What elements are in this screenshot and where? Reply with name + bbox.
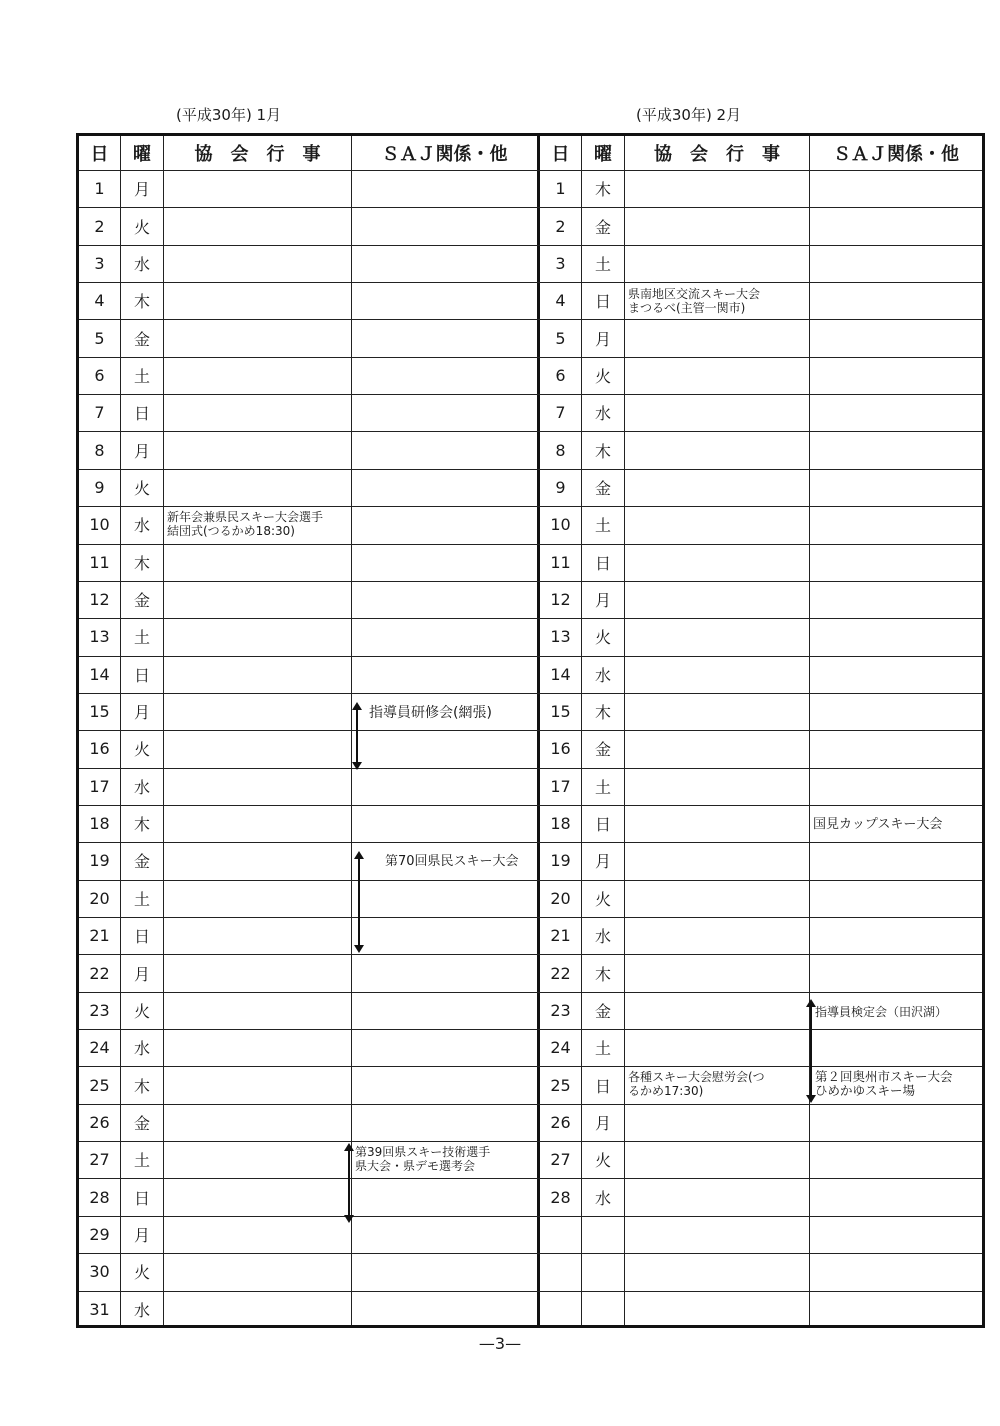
- jan-day-cell: 1: [94, 179, 105, 199]
- feb-weekday-cell: 土: [594, 254, 611, 274]
- feb-weekday-cell: 木: [594, 964, 611, 984]
- jan-weekday-cell: 火: [133, 1001, 150, 1021]
- jan27-28-range-arrow: [344, 1143, 354, 1223]
- jan-weekday-cell: 日: [133, 665, 150, 685]
- jan-day-cell: 26: [89, 1112, 110, 1132]
- feb-weekday-cell: 月: [594, 1113, 611, 1133]
- jan-day-cell: 11: [89, 552, 110, 572]
- feb-weekday-cell: 金: [594, 1001, 611, 1021]
- jan-day-cell: 6: [94, 365, 105, 385]
- jan-day-cell: 17: [89, 776, 110, 796]
- feb-day-cell: 18: [550, 814, 571, 834]
- jan-weekday-cell: 木: [133, 553, 150, 573]
- jan-day-cell: 9: [94, 477, 105, 497]
- feb-day-cell: 7: [555, 403, 566, 423]
- jan-day-cell: 30: [89, 1262, 110, 1282]
- feb-weekday-cell: 火: [594, 1151, 611, 1171]
- jan10-kyokai-event: 新年会兼県民スキー大会選手 結団式(つるかめ18:30): [167, 510, 324, 538]
- feb-day-cell: 1: [555, 179, 566, 199]
- header-day-feb: 日: [551, 144, 570, 165]
- jan27-saj-event: 第39回県スキー技術選手 県大会・県デモ選考会: [355, 1145, 491, 1173]
- feb18-saj-event: 国見カップスキー大会: [813, 817, 943, 832]
- jan-day-cell: 18: [89, 814, 110, 834]
- jan-day-cell: 15: [89, 702, 110, 722]
- feb-weekday-cell: 金: [594, 740, 611, 760]
- feb-weekday-cell: 水: [594, 665, 611, 685]
- jan-day-cell: 8: [94, 440, 105, 460]
- jan-weekday-cell: 火: [133, 478, 150, 498]
- jan-weekday-cell: 金: [133, 1113, 150, 1133]
- jan-day-cell: 13: [89, 627, 110, 647]
- feb-weekday-cell: 土: [594, 516, 611, 536]
- jan-weekday-cell: 木: [133, 1076, 150, 1096]
- jan-day-cell: 25: [89, 1075, 110, 1095]
- feb-day-cell: 23: [550, 1000, 571, 1020]
- header-day-jan: 日: [90, 144, 109, 165]
- feb-day-cell: 11: [550, 552, 571, 572]
- jan19-saj-event: 第70回県民スキー大会: [385, 854, 519, 869]
- jan-weekday-cell: 金: [133, 591, 150, 611]
- feb-weekday-cell: 火: [594, 889, 611, 909]
- feb-weekday-cell: 火: [594, 366, 611, 386]
- feb-weekday-cell: 水: [594, 1188, 611, 1208]
- feb-weekday-cell: 水: [594, 404, 611, 424]
- feb-day-cell: 13: [550, 627, 571, 647]
- feb-weekday-cell: 木: [594, 180, 611, 200]
- feb-weekday-cell: 月: [594, 852, 611, 872]
- header-weekday-jan: 曜: [133, 144, 151, 165]
- jan-day-cell: 10: [89, 515, 110, 535]
- jan-weekday-cell: 金: [133, 329, 150, 349]
- jan-day-cell: 29: [89, 1224, 110, 1244]
- jan-weekday-cell: 月: [133, 703, 150, 723]
- jan-day-cell: 24: [89, 1038, 110, 1058]
- header-weekday-feb: 曜: [594, 144, 612, 165]
- feb-weekday-cell: 金: [594, 217, 611, 237]
- feb-day-cell: 16: [550, 739, 571, 759]
- feb-day-cell: 27: [550, 1150, 571, 1170]
- jan15-saj-event: 指導員研修会(網張): [369, 705, 492, 721]
- feb-day-cell: 21: [550, 926, 571, 946]
- header-events-feb: 協 会 行 事: [654, 144, 780, 165]
- february-caption: (平成30年) 2月: [636, 106, 742, 124]
- jan-day-cell: 28: [89, 1187, 110, 1207]
- feb-day-cell: 25: [550, 1075, 571, 1095]
- jan-day-cell: 16: [89, 739, 110, 759]
- feb-day-cell: 3: [555, 253, 566, 273]
- jan-weekday-cell: 木: [133, 815, 150, 835]
- feb-day-cell: 22: [550, 963, 571, 983]
- feb-day-cell: 12: [550, 590, 571, 610]
- jan-weekday-cell: 水: [133, 254, 150, 274]
- header-saj-feb: ＳＡＪ関係・他: [833, 144, 959, 165]
- feb-weekday-cell: 日: [594, 815, 611, 835]
- jan-day-cell: 5: [94, 328, 105, 348]
- jan-weekday-cell: 火: [133, 217, 150, 237]
- jan-weekday-cell: 日: [133, 927, 150, 947]
- jan-weekday-cell: 土: [133, 628, 150, 648]
- jan-day-cell: 4: [94, 291, 105, 311]
- jan-weekday-cell: 日: [133, 1188, 150, 1208]
- jan-weekday-cell: 木: [133, 292, 150, 312]
- feb-day-cell: 26: [550, 1112, 571, 1132]
- feb-weekday-cell: 日: [594, 1076, 611, 1096]
- feb-weekday-cell: 月: [594, 329, 611, 349]
- feb-day-cell: 14: [550, 664, 571, 684]
- feb-weekday-cell: 日: [594, 553, 611, 573]
- jan-day-cell: 19: [89, 851, 110, 871]
- jan-weekday-cell: 土: [133, 366, 150, 386]
- jan-weekday-cell: 水: [133, 1300, 150, 1320]
- feb-weekday-cell: 日: [594, 292, 611, 312]
- jan-weekday-cell: 金: [133, 852, 150, 872]
- feb-day-cell: 2: [555, 216, 566, 236]
- feb-weekday-cell: 金: [594, 478, 611, 498]
- jan-weekday-cell: 水: [133, 1039, 150, 1059]
- jan-day-cell: 3: [94, 253, 105, 273]
- jan19-21-range-arrow: [354, 851, 364, 953]
- feb-day-cell: 17: [550, 776, 571, 796]
- jan-day-cell: 2: [94, 216, 105, 236]
- feb-weekday-cell: 火: [594, 628, 611, 648]
- header-saj-jan: ＳＡＪ関係・他: [381, 144, 508, 165]
- feb-weekday-cell: 水: [594, 927, 611, 947]
- jan-day-cell: 23: [89, 1000, 110, 1020]
- feb-day-cell: 5: [555, 328, 566, 348]
- jan-weekday-cell: 月: [133, 441, 150, 461]
- jan-day-cell: 12: [89, 590, 110, 610]
- jan-weekday-cell: 土: [133, 1151, 150, 1171]
- feb23-25-range-arrow: [806, 999, 816, 1103]
- jan15-16-range-arrow: [352, 702, 362, 770]
- feb-day-cell: 6: [555, 365, 566, 385]
- jan-weekday-cell: 火: [133, 740, 150, 760]
- feb-day-cell: 15: [550, 702, 571, 722]
- jan-day-cell: 14: [89, 664, 110, 684]
- header-events-jan: 協 会 行 事: [194, 144, 321, 165]
- january-caption: (平成30年) 1月: [176, 106, 282, 124]
- jan-weekday-cell: 月: [133, 964, 150, 984]
- feb-day-cell: 8: [555, 440, 566, 460]
- feb-day-cell: 24: [550, 1038, 571, 1058]
- feb-weekday-cell: 月: [594, 591, 611, 611]
- jan-day-cell: 22: [89, 963, 110, 983]
- feb23-saj-event: 指導員検定会（田沢湖）: [815, 1005, 948, 1019]
- jan-weekday-cell: 水: [133, 777, 150, 797]
- feb-day-cell: 28: [550, 1187, 571, 1207]
- jan-weekday-cell: 土: [133, 889, 150, 909]
- feb25-saj-event: 第２回奥州市スキー大会 ひめかゆスキー場: [815, 1069, 953, 1098]
- feb-weekday-cell: 木: [594, 441, 611, 461]
- jan-weekday-cell: 火: [133, 1263, 150, 1283]
- jan-day-cell: 20: [89, 888, 110, 908]
- jan-day-cell: 27: [89, 1150, 110, 1170]
- jan-weekday-cell: 水: [133, 516, 150, 536]
- feb-day-cell: 20: [550, 888, 571, 908]
- feb-weekday-cell: 土: [594, 1039, 611, 1059]
- jan-weekday-cell: 月: [133, 180, 150, 200]
- calendar-table: [76, 133, 985, 1328]
- feb-day-cell: 9: [555, 477, 566, 497]
- feb-weekday-cell: 木: [594, 703, 611, 723]
- jan-day-cell: 21: [89, 926, 110, 946]
- feb25-kyokai-event: 各種スキー大会慰労会(つ るかめ17:30): [628, 1070, 765, 1098]
- feb-day-cell: 19: [550, 851, 571, 871]
- feb4-kyokai-event: 県南地区交流スキー大会 まつるべ(主管一関市): [628, 287, 761, 315]
- feb-weekday-cell: 土: [594, 777, 611, 797]
- jan-day-cell: 31: [89, 1299, 110, 1319]
- jan-day-cell: 7: [94, 403, 105, 423]
- page-number: —3—: [478, 1334, 522, 1353]
- jan-weekday-cell: 月: [133, 1225, 150, 1245]
- jan-weekday-cell: 日: [133, 404, 150, 424]
- feb-day-cell: 10: [550, 515, 571, 535]
- feb-day-cell: 4: [555, 291, 566, 311]
